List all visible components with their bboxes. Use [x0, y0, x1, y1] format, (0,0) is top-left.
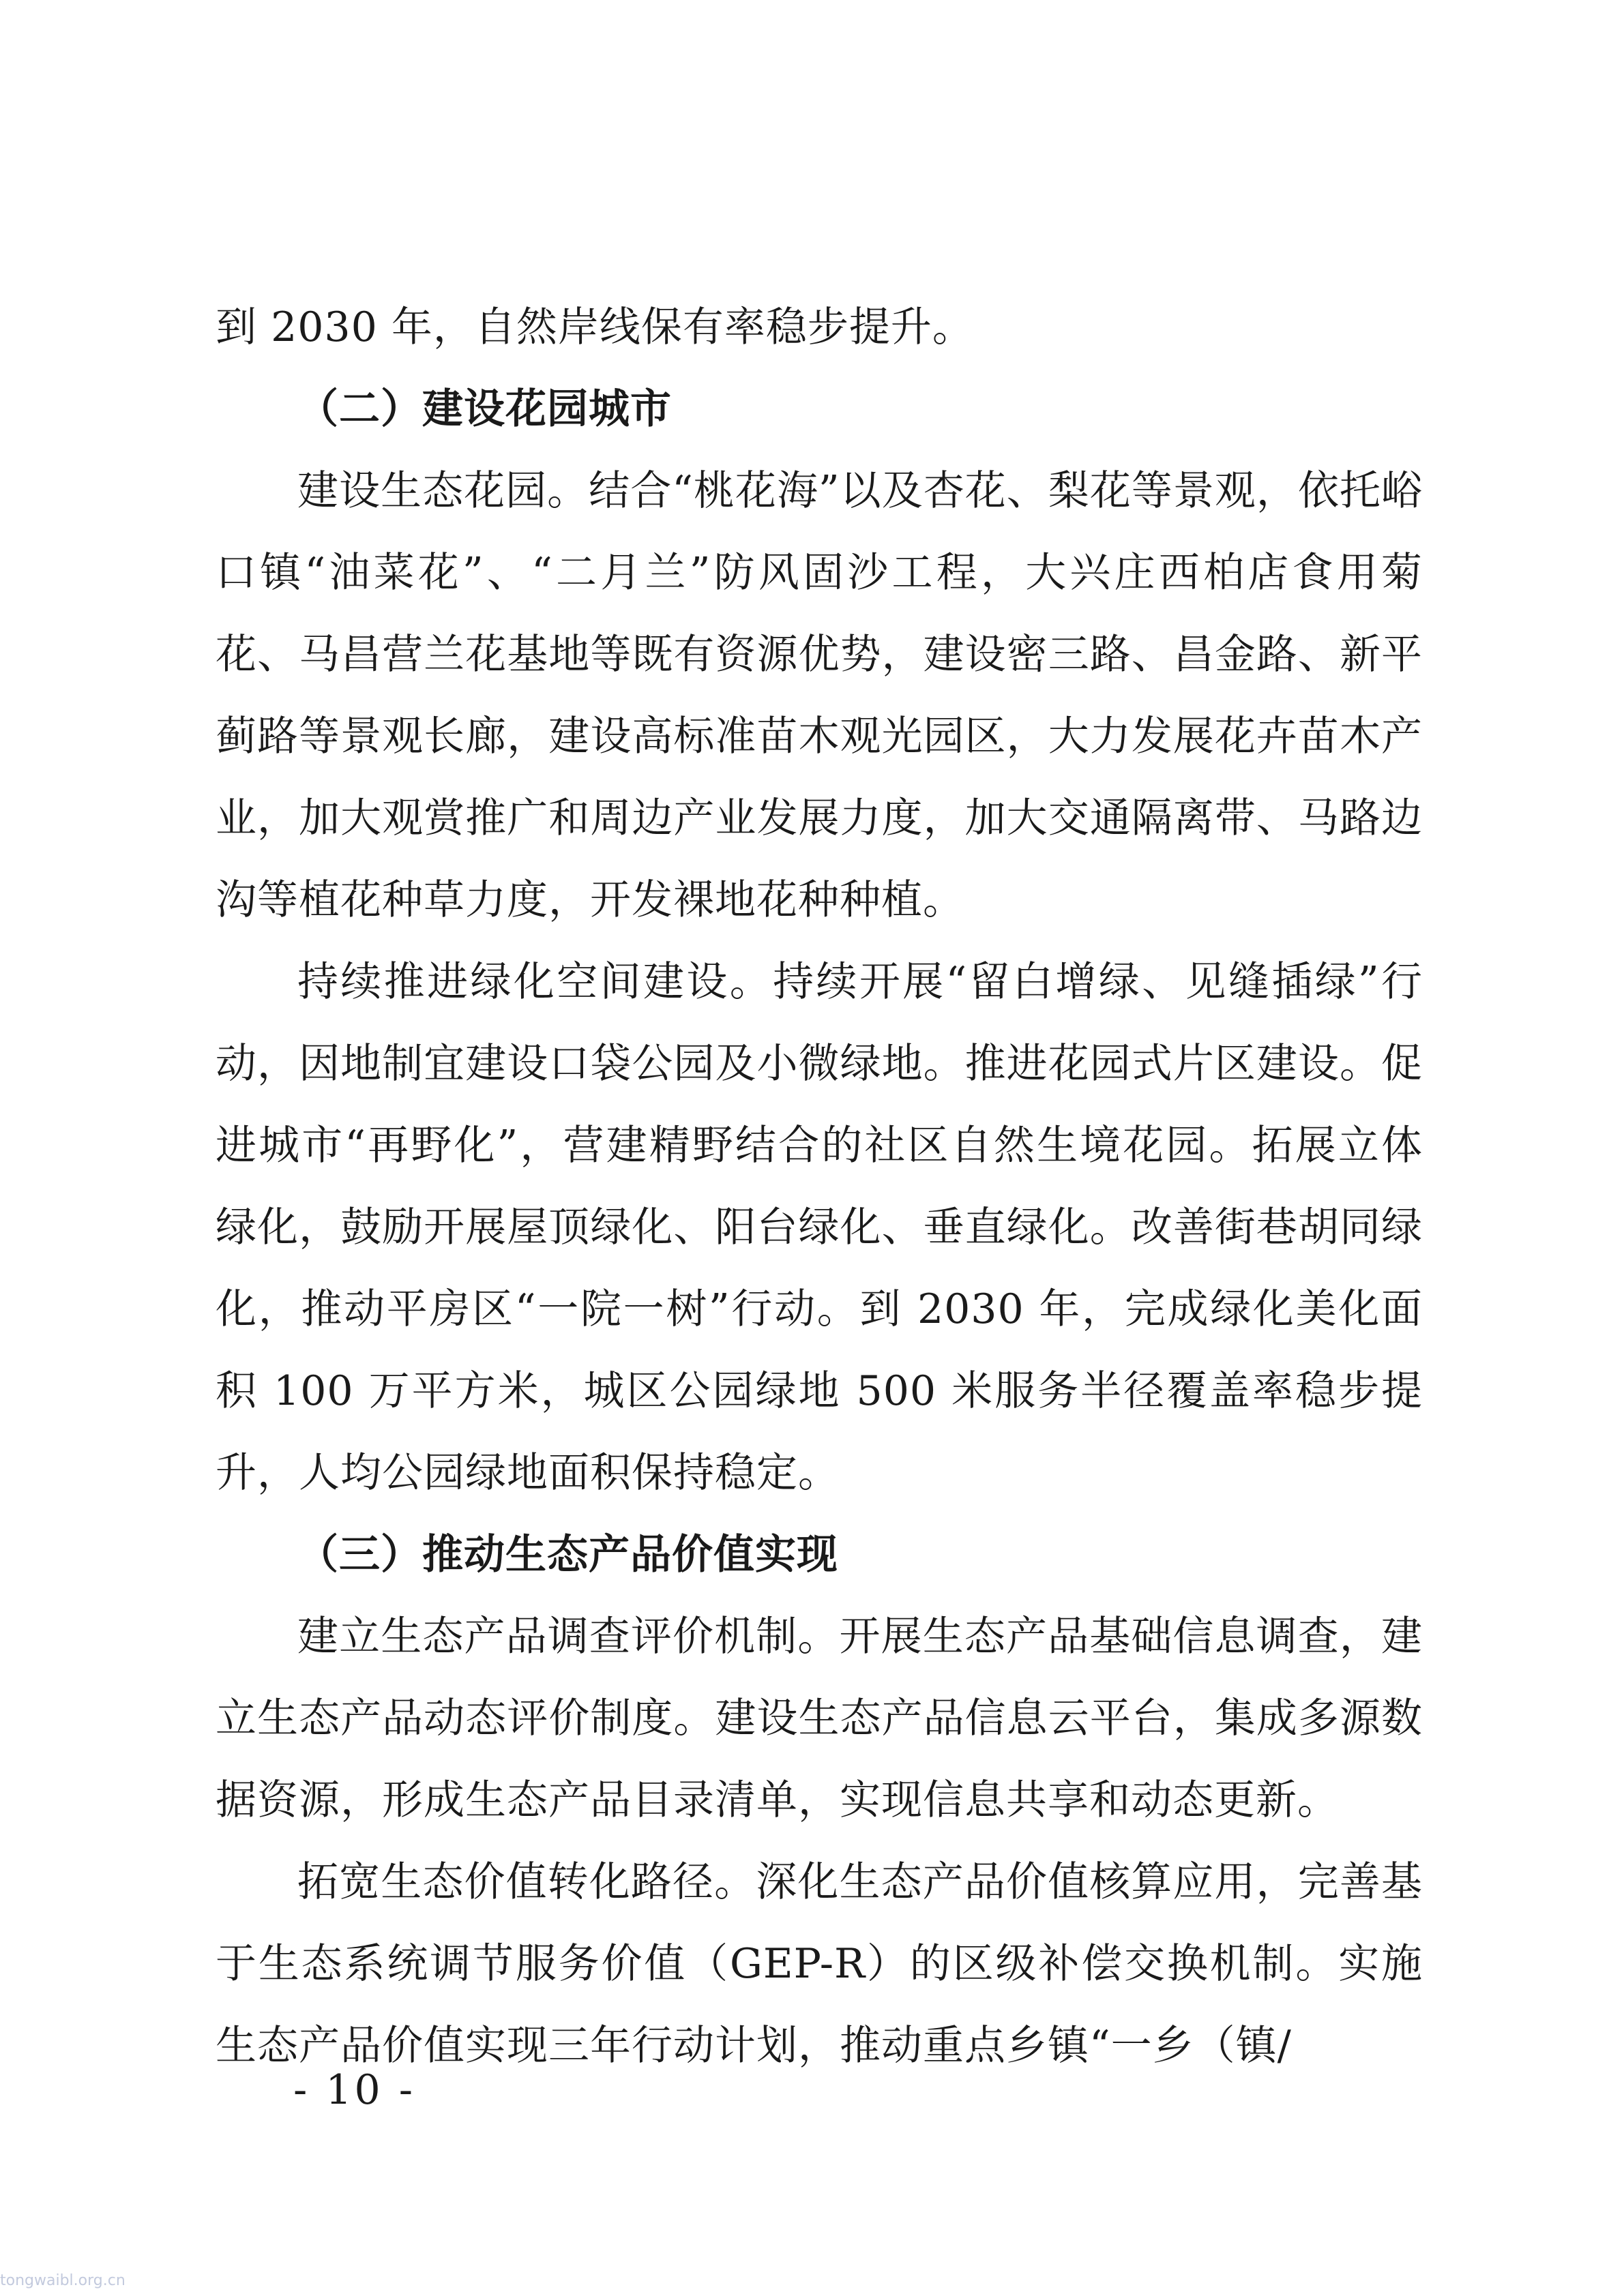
paragraph-eco-garden: 建设生态花园。结合“桃花海”以及杏花、梨花等景观，依托峪口镇“油菜花”、“二月兰”防风固沙工程，大兴庄西柏店食用菊花、马昌营兰花基地等既有资源优势，建设密三路、昌金路、新平蓟路等景观长廊，建设高标准苗木观光园区，大力发展花卉苗木产业，加大观赏推广和周边产业发展力度，加大交通隔离带、马路边沟等植花种草力度，开发裸地花种种植。: [216, 467, 1423, 924]
section-heading-garden-city: （二）建设花园城市: [297, 385, 672, 433]
watermark: tongwaibl.org.cn: [0, 2272, 126, 2289]
paragraph-continuation: 到 2030 年，自然岸线保有率稳步提升。: [216, 303, 974, 351]
paragraph-green-space: 持续推进绿化空间建设。持续开展“留白增绿、见缝插绿”行动，因地制宜建设口袋公园及小微绿地。推进花园式片区建设。促进城市“再野化”，营建精野结合的社区自然生境花园。拓展立体绿化，鼓励开展屋顶绿化、阳台绿化、垂直绿化。改善街巷胡同绿化，推动平房区“一院一树”行动。到 2030 年，完成绿化美化面积 100 万平方米，城区公园绿地 500 米服务半径覆盖率稳步提升，人均公园绿地面积保持稳定。: [216, 958, 1423, 1497]
page-number: - 10 -: [293, 2066, 416, 2114]
paragraph-survey-mechanism: 建立生态产品调查评价机制。开展生态产品基础信息调查，建立生态产品动态评价制度。建设生态产品信息云平台，集成多源数据资源，形成生态产品目录清单，实现信息共享和动态更新。: [216, 1613, 1423, 1824]
paragraph-value-conversion: 拓宽生态价值转化路径。深化生态产品价值核算应用，完善基于生态系统调节服务价值（GEP-R）的区级补偿交换机制。实施生态产品价值实现三年行动计划，推动重点乡镇“一乡（镇/: [216, 1858, 1423, 2070]
document-body: [216, 286, 1423, 2087]
section-heading-eco-product-value: （三）推动生态产品价值实现: [297, 1531, 838, 1579]
